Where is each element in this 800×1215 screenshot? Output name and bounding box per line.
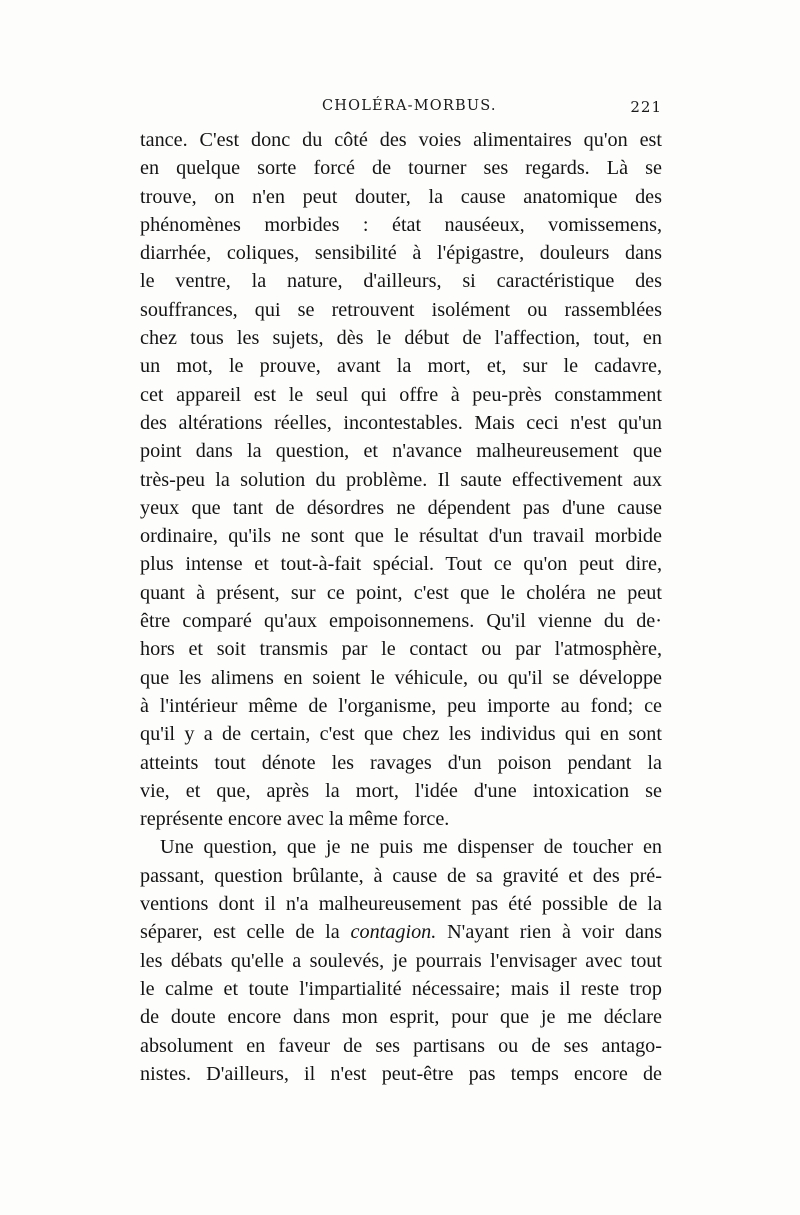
text-line: nistes. D'ailleurs, il n'est peut-être pas temps encore de bbox=[140, 1062, 662, 1085]
text-line: qu'il y a de certain, c'est que chez les individus qui en sont bbox=[140, 723, 662, 746]
text-line: plus intense et tout-à-fait spécial. Tout ce qu'on peut dire, bbox=[140, 553, 662, 576]
body-text bbox=[140, 126, 662, 1088]
text-span: séparer, est celle de la bbox=[140, 921, 351, 944]
text-line bbox=[140, 918, 662, 946]
text-line: trouve, on n'en peut douter, la cause anatomique des bbox=[140, 185, 662, 208]
text-line: cet appareil est le seul qui offre à peu-près constamment bbox=[140, 383, 662, 406]
text-line: ventions dont il n'a malheureusement pas été possible de la bbox=[140, 893, 662, 916]
text-line: les débats qu'elle a soulevés, je pourrais l'envisager avec tout bbox=[140, 949, 662, 972]
text-line: Une question, que je ne puis me dispenser de toucher en bbox=[160, 836, 662, 859]
text-span: N'ayant rien à voir dans bbox=[436, 921, 662, 944]
text-line: yeux que tant de désordres ne dépendent pas d'une cause bbox=[140, 496, 662, 519]
text-line: absolument en faveur de ses partisans ou de ses antago- bbox=[140, 1034, 662, 1057]
text-line: de doute encore dans mon esprit, pour que je me déclare bbox=[140, 1006, 662, 1029]
page-number: 221 bbox=[630, 98, 662, 116]
text-line: représente encore avec la même force. bbox=[140, 808, 450, 831]
text-line: en quelque sorte forcé de tourner ses regards. Là se bbox=[140, 157, 662, 180]
text-line: très-peu la solution du problème. Il saute effectivement aux bbox=[140, 468, 662, 491]
text-line: le ventre, la nature, d'ailleurs, si caractéristique des bbox=[140, 270, 662, 293]
page-header bbox=[140, 98, 662, 124]
text-line: chez tous les sujets, dès le début de l'affection, tout, en bbox=[140, 327, 662, 350]
text-line: vie, et que, après la mort, l'idée d'une intoxication se bbox=[140, 779, 662, 802]
text-line: passant, question brûlante, à cause de sa gravité et des pré- bbox=[140, 864, 662, 887]
text-line: souffrances, qui se retrouvent isolément ou rassemblées bbox=[140, 298, 662, 321]
text-line: à l'intérieur même de l'organisme, peu importe au fond; ce bbox=[140, 694, 662, 717]
emphasized-word: contagion. bbox=[350, 921, 437, 944]
text-line: un mot, le prouve, avant la mort, et, sur le cadavre, bbox=[140, 355, 662, 378]
text-line: phénomènes morbides : état nauséeux, vomissemens, bbox=[140, 213, 662, 236]
text-line: diarrhée, coliques, sensibilité à l'épigastre, douleurs dans bbox=[140, 242, 662, 265]
paragraph-1 bbox=[140, 126, 662, 833]
running-title: CHOLÉRA-MORBUS. bbox=[322, 98, 497, 114]
text-line: tance. C'est donc du côté des voies alimentaires qu'on est bbox=[140, 129, 662, 151]
text-line: le calme et toute l'impartialité nécessaire; mais il reste trop bbox=[140, 977, 662, 1000]
text-line: point dans la question, et n'avance malheureusement que bbox=[140, 440, 662, 463]
text-line: atteints tout dénote les ravages d'un poison pendant la bbox=[140, 751, 662, 774]
text-line: que les alimens en soient le véhicule, ou qu'il se développe bbox=[140, 666, 662, 689]
paragraph-2 bbox=[140, 833, 662, 1088]
text-line: être comparé qu'aux empoisonnemens. Qu'il vienne du de· bbox=[140, 610, 662, 633]
text-line: hors et soit transmis par le contact ou par l'atmosphère, bbox=[140, 638, 662, 661]
text-line: des altérations réelles, incontestables. Mais ceci n'est qu'un bbox=[140, 411, 662, 434]
text-line: ordinaire, qu'ils ne sont que le résultat d'un travail morbide bbox=[140, 525, 662, 548]
text-line: quant à présent, sur ce point, c'est que le choléra ne peut bbox=[140, 581, 662, 604]
